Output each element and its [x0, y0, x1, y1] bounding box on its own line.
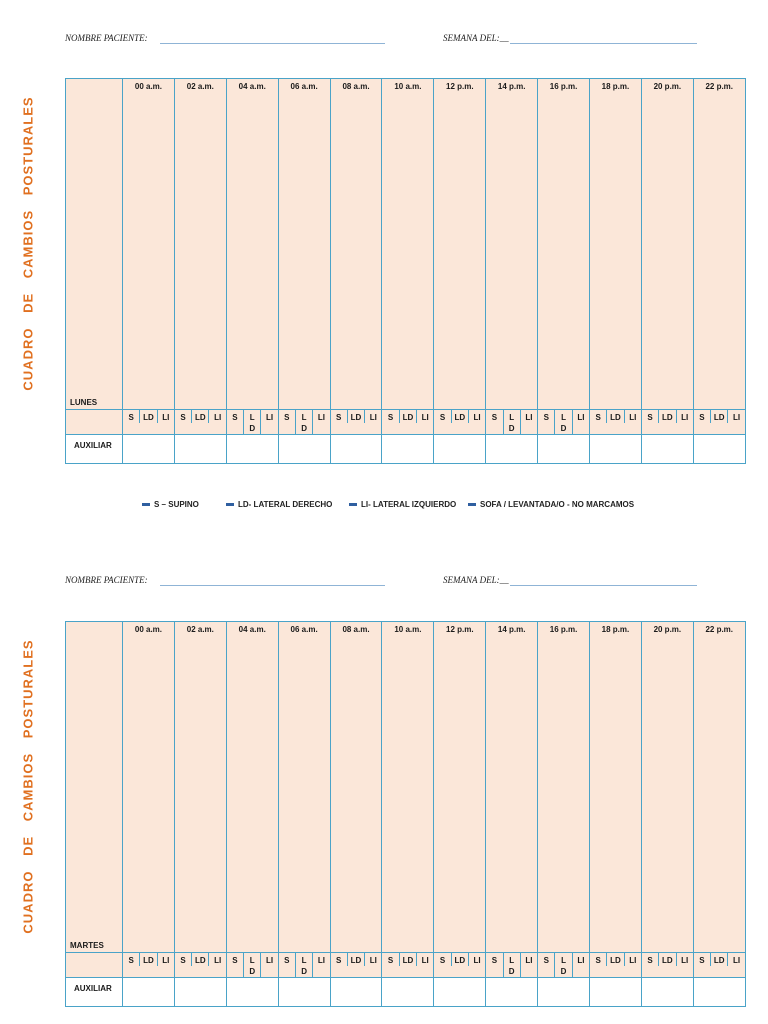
- position-li[interactable]: LI: [577, 956, 585, 965]
- auxiliar-cell[interactable]: [382, 435, 434, 464]
- positions-cell: [278, 410, 330, 435]
- positions-group: [331, 410, 382, 423]
- positions-group: [227, 953, 278, 977]
- positions-cell: [330, 953, 382, 978]
- legend-swatch: [468, 503, 476, 506]
- positions-cell: [693, 410, 745, 435]
- week-field[interactable]: [510, 585, 697, 586]
- positions-cell: [382, 410, 434, 435]
- positions-cell: [538, 410, 590, 435]
- position-ld[interactable]: LD: [400, 953, 417, 966]
- position-s[interactable]: S: [331, 410, 348, 423]
- auxiliar-label: AUXILIAR: [66, 435, 123, 464]
- side-title-text: CUADRO DE CAMBIOS POSTURALES: [20, 95, 36, 391]
- positions-group: [382, 953, 433, 966]
- position-s[interactable]: S: [642, 410, 659, 423]
- position-li[interactable]: LI: [421, 956, 429, 965]
- auxiliar-cell[interactable]: [123, 435, 175, 464]
- position-s[interactable]: S: [175, 410, 192, 423]
- positions-row: [66, 410, 746, 435]
- auxiliar-cell[interactable]: [434, 978, 486, 1007]
- patient-name-field[interactable]: [160, 585, 385, 586]
- position-li[interactable]: LI: [681, 413, 689, 422]
- hour-column-9[interactable]: 18 p.m.: [590, 79, 642, 410]
- hour-column-1[interactable]: 02 a.m.: [174, 79, 226, 410]
- auxiliar-cell[interactable]: [278, 978, 330, 1007]
- positions-group: [590, 953, 641, 966]
- auxiliar-cell[interactable]: [278, 435, 330, 464]
- position-ld[interactable]: LD: [607, 410, 624, 423]
- positions-cell: [434, 410, 486, 435]
- position-s[interactable]: S: [590, 953, 607, 966]
- positions-group: [175, 953, 226, 966]
- position-li[interactable]: LI: [265, 413, 274, 422]
- positions-cell: [123, 953, 175, 978]
- positions-group: [434, 410, 485, 423]
- sheet2-header: [0, 575, 768, 595]
- sheet1-side-title: [18, 78, 38, 408]
- legend-item-lateral-izquierdo: LI- LATERAL IZQUIERDO: [349, 500, 456, 509]
- position-ld[interactable]: L D: [244, 953, 261, 977]
- position-ld[interactable]: LD: [400, 410, 417, 423]
- patient-name-label: NOMBRE PACIENTE:: [65, 575, 148, 585]
- positions-group: [434, 953, 485, 966]
- position-s[interactable]: S: [434, 953, 451, 966]
- position-ld[interactable]: L D: [244, 410, 261, 434]
- position-li[interactable]: LI: [732, 956, 741, 965]
- positions-cell: [226, 953, 278, 978]
- position-s[interactable]: S: [486, 410, 503, 434]
- week-field[interactable]: [510, 43, 697, 44]
- positions-cell: [226, 410, 278, 435]
- hour-column-0[interactable]: 00 a.m.: [123, 622, 175, 953]
- position-s[interactable]: S: [279, 410, 296, 434]
- hour-column-7[interactable]: 14 p.m.: [486, 79, 538, 410]
- positions-cell: [590, 410, 642, 435]
- legend: [0, 500, 768, 512]
- positions-cell: [486, 410, 538, 435]
- sheet2-side-title: [18, 621, 38, 951]
- position-li[interactable]: LI: [162, 956, 170, 965]
- week-label: SEMANA DEL:__: [443, 33, 509, 43]
- hour-column-11[interactable]: 22 p.m.: [693, 79, 745, 410]
- position-s[interactable]: S: [642, 953, 659, 966]
- position-ld[interactable]: L D: [296, 953, 313, 977]
- position-ld[interactable]: LD: [192, 410, 209, 423]
- position-s[interactable]: S: [486, 953, 503, 977]
- positions-cell: [538, 953, 590, 978]
- position-li[interactable]: LI: [577, 413, 585, 422]
- positions-group: [227, 410, 278, 434]
- hour-column-7[interactable]: 14 p.m.: [486, 622, 538, 953]
- day-label: LUNES: [66, 79, 123, 410]
- auxiliar-cell[interactable]: [693, 435, 745, 464]
- position-li[interactable]: LI: [162, 413, 170, 422]
- positions-cell: [693, 953, 745, 978]
- legend-item-supino: S – SUPINO: [142, 500, 199, 509]
- positions-group: [642, 410, 693, 423]
- position-li[interactable]: LI: [317, 956, 325, 965]
- positions-cell: [123, 410, 175, 435]
- position-li[interactable]: LI: [525, 413, 533, 422]
- position-ld[interactable]: LD: [659, 953, 676, 966]
- hour-column-8[interactable]: 16 p.m.: [538, 622, 590, 953]
- positions-group: [279, 953, 330, 977]
- position-s[interactable]: S: [382, 953, 399, 966]
- hour-column-6[interactable]: 12 p.m.: [434, 622, 486, 953]
- auxiliar-cell[interactable]: [538, 435, 590, 464]
- hour-column-8[interactable]: 16 p.m.: [538, 79, 590, 410]
- position-ld[interactable]: L D: [296, 410, 313, 434]
- auxiliar-cell[interactable]: [641, 435, 693, 464]
- hour-column-3[interactable]: 06 a.m.: [278, 79, 330, 410]
- position-li[interactable]: LI: [525, 956, 533, 965]
- side-title-text: CUADRO DE CAMBIOS POSTURALES: [20, 638, 36, 934]
- hour-column-5[interactable]: 10 a.m.: [382, 622, 434, 953]
- hour-column-2[interactable]: 04 a.m.: [226, 79, 278, 410]
- auxiliar-label: AUXILIAR: [66, 978, 123, 1007]
- auxiliar-cell[interactable]: [486, 435, 538, 464]
- positions-group: [538, 410, 589, 434]
- position-s[interactable]: S: [279, 953, 296, 977]
- position-ld[interactable]: LD: [711, 953, 728, 966]
- legend-item-lateral-derecho: LD- LATERAL DERECHO: [226, 500, 332, 509]
- main-row: [66, 79, 746, 410]
- patient-name-field[interactable]: [160, 43, 385, 44]
- position-li[interactable]: LI: [629, 413, 637, 422]
- auxiliar-cell[interactable]: [226, 978, 278, 1007]
- position-li[interactable]: LI: [317, 413, 325, 422]
- positions-cell: [590, 953, 642, 978]
- position-ld[interactable]: LD: [348, 410, 365, 423]
- positions-group: [694, 953, 745, 966]
- position-ld[interactable]: LD: [452, 953, 469, 966]
- auxiliar-cell[interactable]: [538, 978, 590, 1007]
- auxiliar-row: [66, 978, 746, 1007]
- position-li[interactable]: LI: [473, 956, 481, 965]
- position-li[interactable]: LI: [369, 413, 377, 422]
- positions-cell: [174, 953, 226, 978]
- hour-column-10[interactable]: 20 p.m.: [641, 79, 693, 410]
- positions-row-label: [66, 410, 123, 435]
- position-ld[interactable]: LD: [452, 410, 469, 423]
- positions-cell: [641, 410, 693, 435]
- position-ld[interactable]: LD: [659, 410, 676, 423]
- position-s[interactable]: S: [538, 410, 555, 434]
- legend-swatch: [142, 503, 150, 506]
- position-ld[interactable]: L D: [504, 953, 521, 977]
- sheet1-header: [0, 33, 768, 53]
- hour-column-9[interactable]: 18 p.m.: [590, 622, 642, 953]
- hour-column-5[interactable]: 10 a.m.: [382, 79, 434, 410]
- position-ld[interactable]: L D: [504, 410, 521, 434]
- auxiliar-cell[interactable]: [590, 435, 642, 464]
- legend-swatch: [226, 503, 234, 506]
- hour-column-1[interactable]: 02 a.m.: [174, 622, 226, 953]
- position-li[interactable]: LI: [732, 413, 741, 422]
- hour-column-0[interactable]: 00 a.m.: [123, 79, 175, 410]
- position-li[interactable]: LI: [214, 956, 222, 965]
- main-row: [66, 622, 746, 953]
- auxiliar-cell[interactable]: [590, 978, 642, 1007]
- position-ld[interactable]: LD: [140, 410, 157, 423]
- positions-cell: [278, 953, 330, 978]
- positions-group: [486, 953, 537, 977]
- sheet1-grid: [65, 78, 745, 464]
- position-li[interactable]: LI: [681, 956, 689, 965]
- position-s[interactable]: S: [434, 410, 451, 423]
- positions-cell: [641, 953, 693, 978]
- legend-swatch: [349, 503, 357, 506]
- position-ld[interactable]: L D: [555, 410, 572, 434]
- auxiliar-cell[interactable]: [382, 978, 434, 1007]
- positions-group: [123, 410, 174, 423]
- position-ld[interactable]: LD: [140, 953, 157, 966]
- hour-column-2[interactable]: 04 a.m.: [226, 622, 278, 953]
- position-s[interactable]: S: [123, 410, 140, 423]
- hour-column-6[interactable]: 12 p.m.: [434, 79, 486, 410]
- auxiliar-cell[interactable]: [330, 978, 382, 1007]
- auxiliar-cell[interactable]: [226, 435, 278, 464]
- hour-column-11[interactable]: 22 p.m.: [693, 622, 745, 953]
- positions-group: [123, 953, 174, 966]
- sheet2-grid: [65, 621, 745, 1007]
- position-ld[interactable]: LD: [348, 953, 365, 966]
- position-s[interactable]: S: [694, 953, 711, 966]
- positions-group: [382, 410, 433, 423]
- positions-group: [538, 953, 589, 977]
- positions-cell: [174, 410, 226, 435]
- legend-item-sofa: SOFA / LEVANTADA/O - NO MARCAMOS: [468, 500, 634, 509]
- day-label: MARTES: [66, 622, 123, 953]
- position-s[interactable]: S: [590, 410, 607, 423]
- auxiliar-cell[interactable]: [693, 978, 745, 1007]
- position-li[interactable]: LI: [629, 956, 637, 965]
- auxiliar-cell[interactable]: [174, 435, 226, 464]
- patient-name-label: NOMBRE PACIENTE:: [65, 33, 148, 43]
- position-li[interactable]: LI: [421, 413, 429, 422]
- positions-group: [590, 410, 641, 423]
- positions-cell: [382, 953, 434, 978]
- position-s[interactable]: S: [175, 953, 192, 966]
- positions-row: [66, 953, 746, 978]
- position-s[interactable]: S: [694, 410, 711, 423]
- hour-column-4[interactable]: 08 a.m.: [330, 622, 382, 953]
- position-s[interactable]: S: [123, 953, 140, 966]
- positions-group: [331, 953, 382, 966]
- positions-group: [642, 953, 693, 966]
- position-ld[interactable]: LD: [711, 410, 728, 423]
- position-li[interactable]: LI: [369, 956, 377, 965]
- position-s[interactable]: S: [227, 410, 244, 434]
- hour-column-3[interactable]: 06 a.m.: [278, 622, 330, 953]
- position-li[interactable]: LI: [265, 956, 274, 965]
- position-li[interactable]: LI: [214, 413, 222, 422]
- auxiliar-row: [66, 435, 746, 464]
- positions-cell: [486, 953, 538, 978]
- positions-group: [486, 410, 537, 434]
- auxiliar-cell[interactable]: [434, 435, 486, 464]
- hour-column-10[interactable]: 20 p.m.: [641, 622, 693, 953]
- position-s[interactable]: S: [382, 410, 399, 423]
- position-s[interactable]: S: [227, 953, 244, 977]
- position-s[interactable]: S: [538, 953, 555, 977]
- positions-group: [279, 410, 330, 434]
- position-li[interactable]: LI: [473, 413, 481, 422]
- positions-group: [175, 410, 226, 423]
- position-ld[interactable]: LD: [192, 953, 209, 966]
- hour-column-4[interactable]: 08 a.m.: [330, 79, 382, 410]
- positions-cell: [330, 410, 382, 435]
- week-label: SEMANA DEL:__: [443, 575, 509, 585]
- position-ld[interactable]: L D: [555, 953, 572, 977]
- auxiliar-cell[interactable]: [330, 435, 382, 464]
- auxiliar-cell[interactable]: [123, 978, 175, 1007]
- position-s[interactable]: S: [331, 953, 348, 966]
- position-ld[interactable]: LD: [607, 953, 624, 966]
- auxiliar-cell[interactable]: [641, 978, 693, 1007]
- positions-row-label: [66, 953, 123, 978]
- auxiliar-cell[interactable]: [486, 978, 538, 1007]
- positions-group: [694, 410, 745, 423]
- auxiliar-cell[interactable]: [174, 978, 226, 1007]
- positions-cell: [434, 953, 486, 978]
